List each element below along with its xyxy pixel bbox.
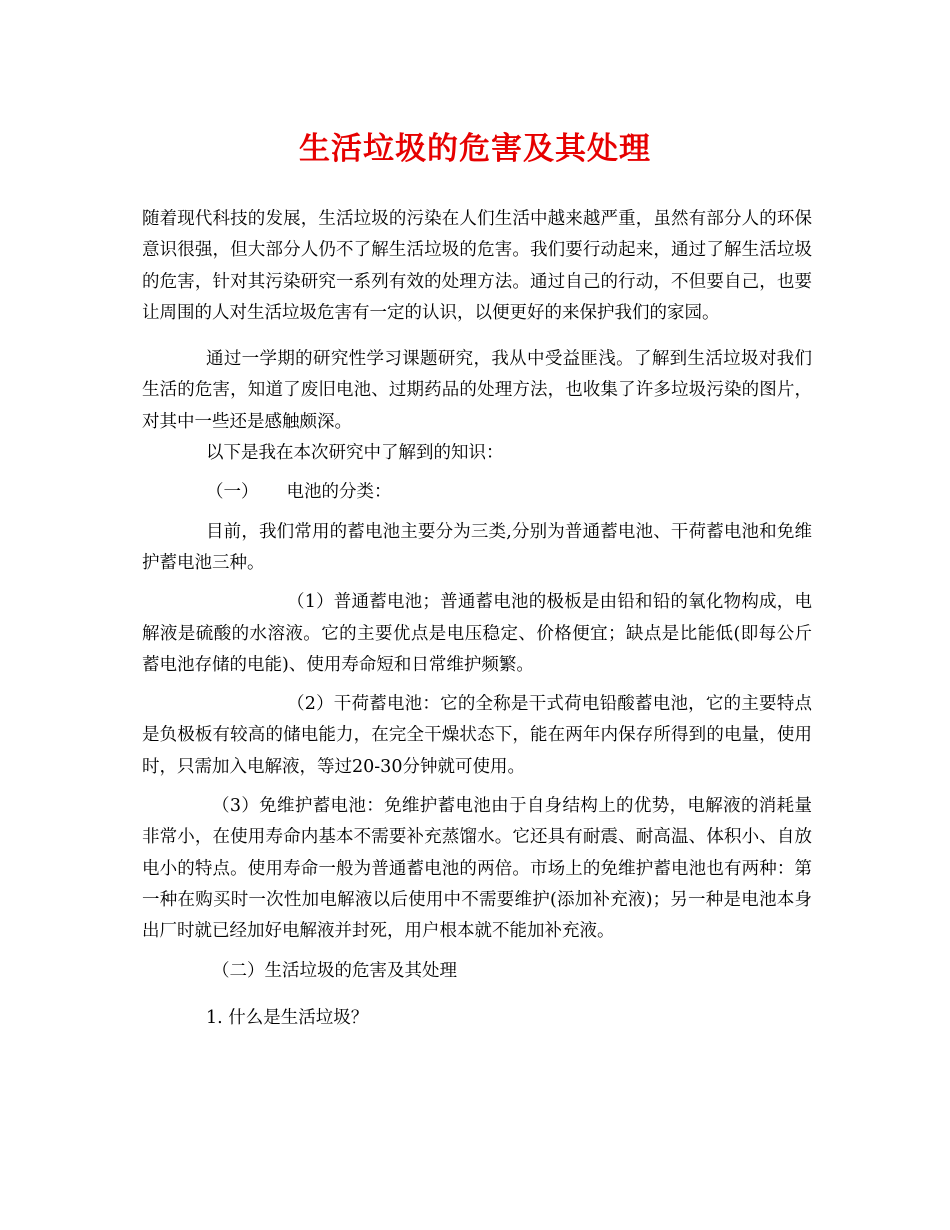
paragraph-knowledge: 以下是我在本次研究中了解到的知识： [206,443,504,464]
paragraph-study: 通过一学期的研究性学习课题研究，我从中受益匪浅。了解到生活垃圾对我们生活的危害，知道了废旧电池、过期药品的处理方法，也收集了许多垃圾污染的图片，对其中一些还是感触颇深。 [142,349,812,432]
section-title: 电池的分类： [286,482,392,503]
document-body [142,204,812,1034]
paragraph-battery-2: （2）干荷蓄电池：它的全称是干式荷电铅酸蓄电池，它的主要特点是负极板有较高的储电能力，在完全干燥状态下，能在两年内保存所得到的电量，使用时，只需加入电解液，等过20-30分钟就可使用。 [142,694,812,777]
section-number: （一） [206,482,259,503]
paragraph-battery-3: （3）免维护蓄电池：免维护蓄电池由于自身结构上的优势，电解液的消耗量非常小，在使用寿命内基本不需要补充蒸馏水。它还具有耐震、耐高温、体积小、自放电小的特点。使用寿命一般为普通蓄电池的两倍。市场上的免维护蓄电池也有两种：第一种在购买时一次性加电解液以后使用中不需要维护(添加补充液)；另一种是电池本身出厂时就已经加好电解液并封死，用户根本就不能加补充液。 [142,796,812,942]
paragraph-intro: 随着现代科技的发展，生活垃圾的污染在人们生活中越来越严重，虽然有部分人的环保意识很强，但大部分人仍不了解生活垃圾的危害。我们要行动起来，通过了解生活垃圾的危害，针对其污染研究一系列有效的处理方法。通过自己的行动，不但要自己，也要让周围的人对生活垃圾危害有一定的认识，以便更好的来保护我们的家园。 [142,209,812,323]
document-title: 生活垃圾的危害及其处理 [299,131,651,167]
paragraph-battery-intro: 目前，我们常用的蓄电池主要分为三类,分别为普通蓄电池、干荷蓄电池和免维护蓄电池三种。 [142,521,812,573]
section-heading-battery [142,477,812,508]
list-item-what-is-garbage: 1. 什么是生活垃圾？ [206,1007,369,1028]
section-heading-garbage: （二）生活垃圾的危害及其处理 [212,960,457,981]
paragraph-battery-1: （1）普通蓄电池；普通蓄电池的极板是由铅和铅的氧化物构成，电解液是硫酸的水溶液。它的主要优点是电压稳定、价格便宜；缺点是比能低(即每公斤蓄电池存储的电能)、使用寿命短和日常维护频繁。 [142,592,812,675]
